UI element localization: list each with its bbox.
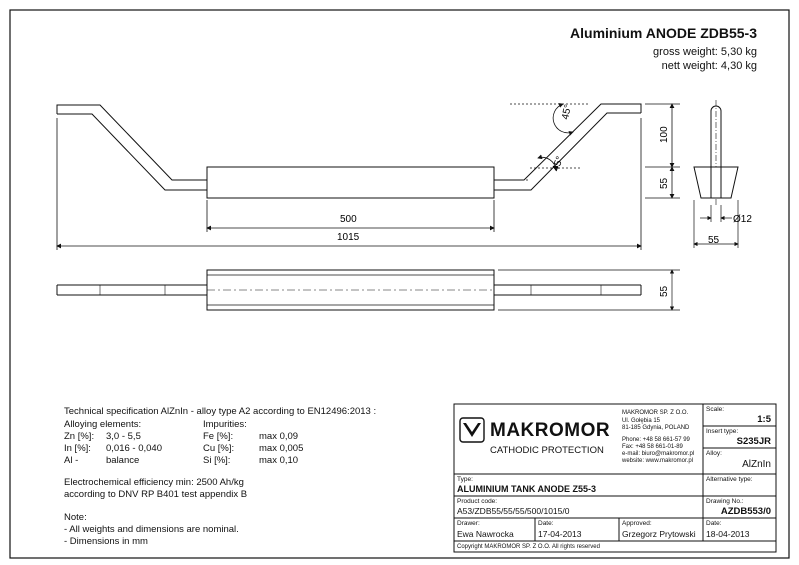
dim-diameter-12: Ø12 [733, 214, 752, 225]
spec-element: Zn [%]: [64, 431, 95, 442]
brand-name: MAKROMOR [490, 420, 611, 441]
approved-value: Grzegorz Prytowski [622, 529, 696, 539]
spec-max: max 0,10 [259, 455, 299, 466]
alternative-type-label: Alternative type: [706, 476, 753, 483]
angle-top-label: 45° [560, 103, 575, 121]
scale-value: 1:5 [757, 414, 771, 425]
front-view-anode-body [207, 167, 494, 198]
insert-type-label: Insert type: [706, 428, 739, 435]
date-approved-value: 18-04-2013 [706, 529, 750, 539]
copyright-notice: Copyright MAKROMOR SP. Z O.O. All rights reserved [457, 544, 600, 550]
date-approved-label: Date: [706, 520, 722, 527]
drawer-label: Drawer: [457, 520, 480, 527]
spec-impurity: Fe [%]: [203, 431, 234, 442]
insert-type-value: S235JR [736, 436, 771, 447]
company-fax: Fax: +48 58 661-01-89 [622, 444, 683, 450]
dim-height-100: 100 [659, 126, 670, 143]
spec-impurity: Si [%]: [203, 455, 231, 466]
alloy-label: Alloy: [706, 450, 722, 457]
spec-impurity: Cu [%]: [203, 443, 235, 454]
dim-width-55: 55 [708, 235, 720, 246]
scale-label: Scale: [706, 406, 725, 413]
spec-heading: Technical specification AlZnIn - alloy type A2 according to EN12496:2013 : [64, 406, 377, 417]
type-label: Type: [457, 476, 473, 483]
drawing-title: Aluminium ANODE ZDB55-3 [570, 25, 757, 41]
company-city: 81-185 Gdynia, POLAND [622, 425, 690, 431]
angle-bottom-label: 45° [550, 155, 566, 174]
note-2: - Dimensions in mm [64, 536, 148, 547]
gross-weight: gross weight: 5,30 kg [653, 46, 757, 58]
makromor-logo-icon [460, 418, 484, 442]
company-name: MAKROMOR SP. Z O.O. [622, 410, 689, 416]
spec-max: max 0,005 [259, 443, 304, 454]
efficiency-line-1: Electrochemical efficiency min: 2500 Ah/kg [64, 477, 244, 488]
spec-value: 0,016 - 0,040 [106, 443, 162, 454]
brand-subtitle: CATHODIC PROTECTION [490, 445, 604, 456]
side-view [694, 100, 738, 248]
nett-weight: nett weight: 4,30 kg [661, 60, 757, 72]
date-drawn-label: Date: [538, 520, 554, 527]
efficiency-line-2: according to DNV RP B401 test appendix B [64, 489, 248, 500]
product-code-label: Product code: [457, 498, 498, 505]
date-drawn-value: 17-04-2013 [538, 529, 582, 539]
spec-element: Al - [64, 455, 79, 466]
approved-label: Approved: [622, 520, 652, 527]
company-phone: Phone: +48 58 661-57 99 [622, 437, 690, 443]
note-1: - All weights and dimensions are nominal. [64, 524, 239, 535]
type-value: ALUMINIUM TANK ANODE Z55-3 [457, 484, 596, 494]
alloy-value: AlZnIn [742, 459, 771, 470]
spec-max: max 0,09 [259, 431, 299, 442]
company-website: website: www.makromor.pl [622, 458, 694, 464]
drawing-no-value: AZDB553/0 [720, 506, 771, 517]
note-title: Note: [64, 512, 87, 523]
product-code-value: A53/ZDB55/55/55/500/1015/0 [457, 506, 570, 516]
company-street: Ul. Gołębia 15 [622, 418, 661, 424]
dim-length-500: 500 [340, 214, 357, 225]
dim-height-55-front: 55 [659, 177, 670, 189]
impurities-label: Impurities: [203, 419, 247, 430]
spec-value: 3,0 - 5,5 [106, 431, 141, 442]
drawing-no-label: Drawing No.: [706, 498, 744, 505]
top-view [57, 270, 680, 310]
alloying-label: Alloying elements: [64, 419, 142, 430]
spec-element: In [%]: [64, 443, 91, 454]
dim-length-1015: 1015 [337, 232, 360, 243]
company-email: e-mail: biuro@makromor.pl [622, 451, 695, 457]
dim-height-55-top: 55 [659, 285, 670, 297]
spec-value: balance [106, 455, 140, 466]
drawer-value: Ewa Nawrocka [457, 529, 514, 539]
